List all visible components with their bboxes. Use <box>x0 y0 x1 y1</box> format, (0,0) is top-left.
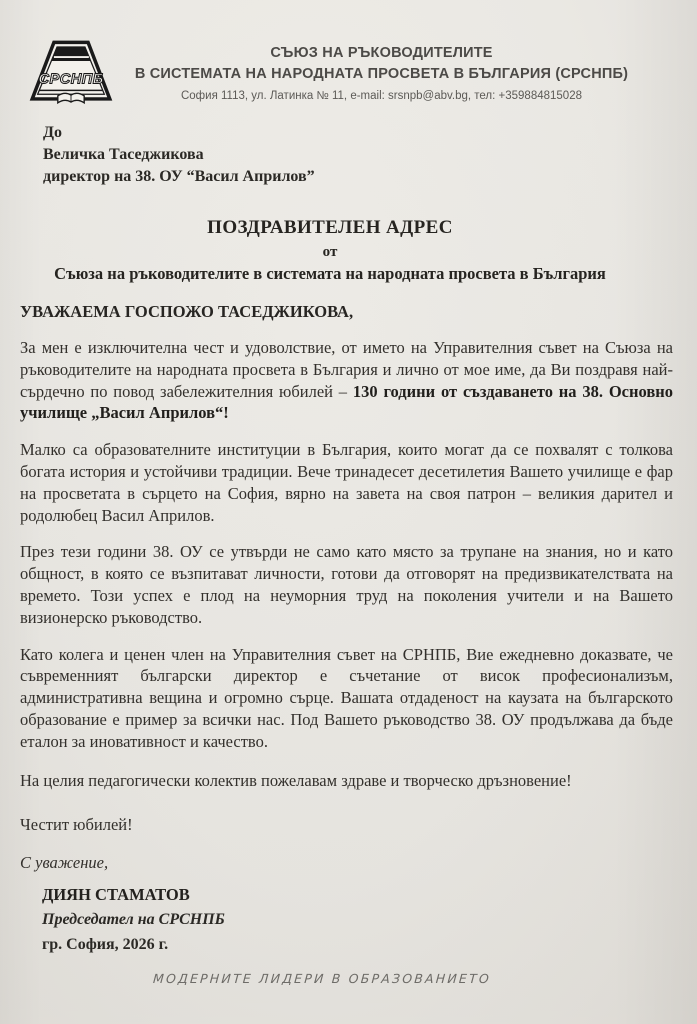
org-contact-line: София 1113, ул. Латинка № 11, e-mail: srsnpb@abv.bg, тел: +359884815028 <box>180 90 582 102</box>
signature-closing: С уважение, <box>20 853 109 873</box>
title-block <box>20 215 640 285</box>
title-from: от <box>322 244 338 260</box>
signature-place-date: гр. София, 2026 г. <box>42 936 169 954</box>
signature-position: Председател на СРСНПБ <box>42 911 225 929</box>
salutation: УВАЖАЕМА ГОСПОЖО ТАСЕДЖИКОВА, <box>20 302 354 321</box>
paragraph-1 <box>20 337 673 424</box>
svg-text:СРСНПБ: СРСНПБ <box>38 71 104 88</box>
org-header <box>114 40 649 105</box>
signature-name: ДИЯН СТАМАТОВ <box>42 885 190 905</box>
org-name-line2: В СИСТЕМАТА НА НАРОДНАТА ПРОСВЕТА В БЪЛГАРИЯ (СРСНПБ) <box>134 66 629 82</box>
signature-block <box>20 853 697 957</box>
letterhead <box>0 0 697 116</box>
srsnpb-logo-icon <box>28 40 114 116</box>
paragraph-wish: На целия педагогически колектив пожелавам здраве и творческо дръзновение! <box>20 770 572 790</box>
paragraph-1-text: За мен е изключителна чест и удоволствие, от името на Управителния съвет на Съюза на ръководителите на народната просвета в България и лично от мое име, да Ви поздравя най-сърдечно по повод забележителния юбилей – <box>20 338 673 401</box>
org-name-line1: СЪЮЗ НА РЪКОВОДИТЕЛИТЕ <box>270 45 493 61</box>
addressee-to: До <box>43 124 63 141</box>
addressee-name: Величка Таседжикова <box>43 146 204 163</box>
paragraph-congrats: Честит юбилей! <box>20 815 133 835</box>
addressee-position: директор на 38. ОУ “Васил Априлов” <box>43 168 315 185</box>
paragraph-4: Като колега и ценен член на Управителния съвет на СРНПБ, Вие ежедневно доказвате, че съвременният български директор е съчетание от висок професионализъм, административна вещина и огромно сърце. Вашата отдаденост на каузата на българското образование е пример за всички нас. Под Вашето ръководство 38. ОУ продължава да бъде еталон за иновативност и качество. <box>20 644 673 751</box>
document-title: ПОЗДРАВИТЕЛЕН АДРЕС <box>207 217 453 238</box>
paragraph-3: През тези години 38. ОУ се утвърди не само като място за трупане на знания, но и като общност, в която се възпитават личности, готови да отговорят на предизвикателствата на времето. Този успех е плод на неуморния труд на поколения учители и на Вашето визионерско ръководство. <box>20 542 673 627</box>
addressee-block <box>43 122 672 188</box>
title-organization: Съюза на ръководителите в системата на народната просвета в България <box>54 264 606 283</box>
footer-slogan: МОДЕРНИТЕ ЛИДЕРИ В ОБРАЗОВАНИЕТО <box>152 971 492 986</box>
paragraph-1-highlight: 130 години от създаването на 38. Основно училище „Васил Априлов“! <box>20 381 673 423</box>
paragraph-2: Малко са образователните институции в България, които могат да се похвалят с толкова богата история и устойчиви традиции. Вече тринадесет десетилетия Вашето училище е фар на просветата в сърцето на София, вярно на завета на своя патрон – великия дарител и родолюбец Васил Априлов. <box>20 440 673 525</box>
